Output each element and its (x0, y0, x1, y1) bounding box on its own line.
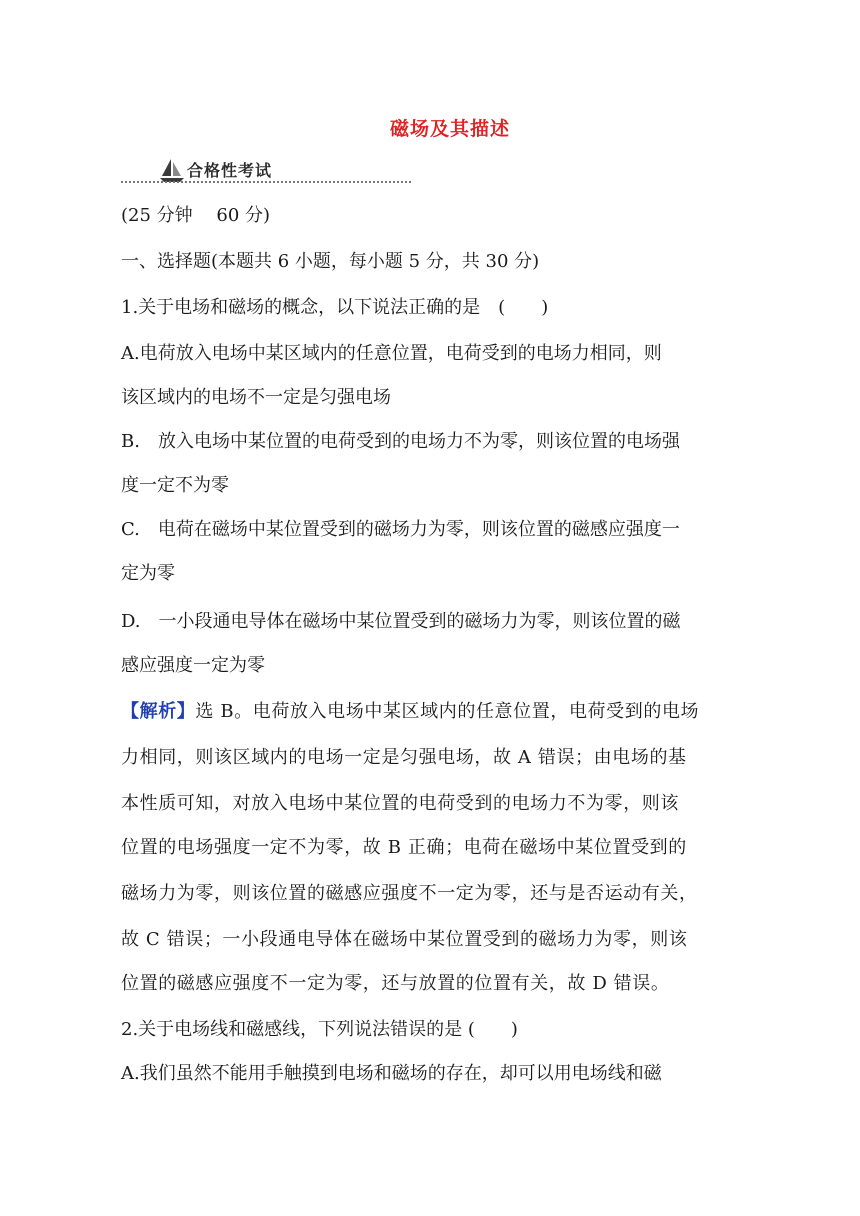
dotted-divider (121, 181, 411, 183)
part-header: 一、选择题(本题共 6 小题，每小题 5 分，共 30 分) (121, 251, 540, 272)
q1-option-a-line2: 该区域内的电场不一定是匀强电场 (121, 387, 391, 408)
q1-option-d-line1: D. 一小段通电导体在磁场中某位置受到的磁场力为零，则该位置的磁 (121, 611, 681, 632)
page-title: 磁场及其描述 (389, 118, 510, 140)
analysis-line-3: 本性质可知，对放入电场中某位置的电荷受到的电场力不为零，则该 (121, 793, 679, 814)
question-2-stem: 2.关于电场线和磁感线，下列说法错误的是 ( ) (121, 1019, 518, 1040)
sailboat-icon (159, 157, 185, 183)
analysis-line-6: 故 C 错误；一小段通电导体在磁场中某位置受到的磁场力为零，则该 (121, 929, 688, 950)
section-label: 合格性考试 (187, 161, 273, 180)
analysis-tag: 【解析】 (121, 701, 196, 722)
q1-option-c-line2: 定为零 (121, 563, 175, 584)
analysis-line-4: 位置的电场强度一定不为零，故 B 正确；电荷在磁场中某位置受到的 (121, 837, 687, 858)
analysis-line-2: 力相同，则该区域内的电场一定是匀强电场，故 A 错误；由电场的基 (121, 747, 687, 768)
q1-option-c-line1: C. 电荷在磁场中某位置受到的磁场力为零，则该位置的磁感应强度一 (121, 519, 680, 540)
analysis-text: 选 B。电荷放入电场中某区域内的任意位置，电荷受到的电场 (195, 701, 700, 722)
q1-option-b-line1: B. 放入电场中某位置的电荷受到的电场力不为零，则该位置的电场强 (121, 431, 680, 452)
q1-option-b-line2: 度一定不为零 (121, 475, 229, 496)
section-header (121, 154, 411, 184)
analysis-line-7: 位置的磁感应强度不一定为零，还与放置的位置有关，故 D 错误。 (121, 973, 670, 994)
q2-option-a-line1: A.我们虽然不能用手触摸到电场和磁场的存在，却可以用电场线和磁 (121, 1063, 662, 1084)
q1-option-d-line2: 感应强度一定为零 (121, 655, 265, 676)
q1-option-a-line1: A.电荷放入电场中某区域内的任意位置，电荷受到的电场力相同，则 (121, 343, 662, 364)
analysis-line-5: 磁场力为零，则该位置的磁感应强度不一定为零，还与是否运动有关， (121, 883, 698, 904)
analysis-line-1 (121, 700, 699, 724)
question-1-stem: 1.关于电场和磁场的概念，以下说法正确的是 ( ) (121, 297, 549, 318)
time-score: (25 分钟 60 分) (121, 205, 271, 226)
